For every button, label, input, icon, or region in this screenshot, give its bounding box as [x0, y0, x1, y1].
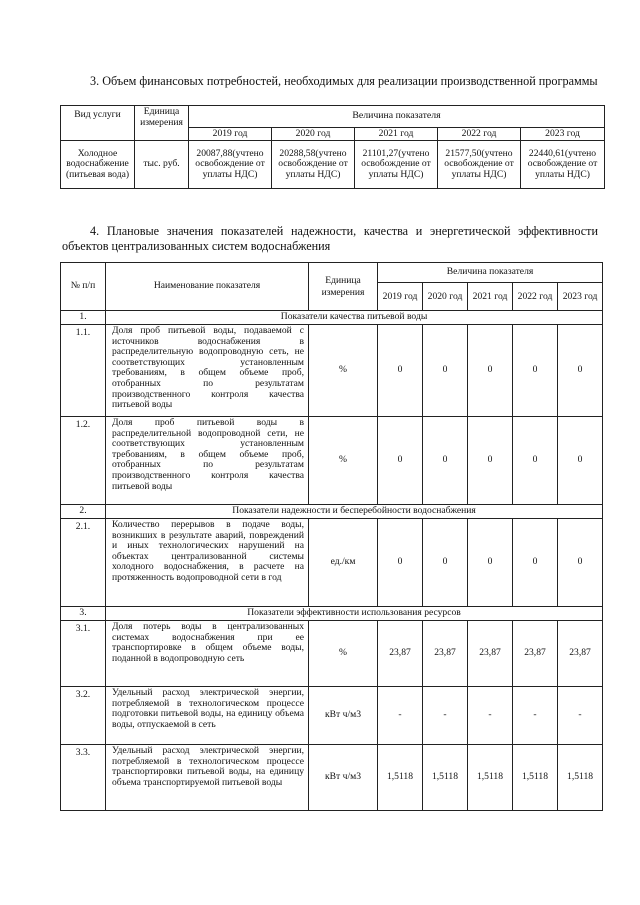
group-num: 3.	[61, 607, 106, 621]
table-row	[61, 745, 603, 811]
value-cell: 23,87	[558, 621, 603, 687]
value-cell: 23,87	[468, 621, 513, 687]
value-cell: 20087,88(учтено освобождение от уплаты НДС)	[189, 141, 272, 189]
table-row	[61, 687, 603, 745]
row-num: 3.3.	[61, 745, 106, 811]
row-num: 1.1.	[61, 325, 106, 417]
value-cell: 0	[468, 519, 513, 607]
table-row	[61, 519, 603, 607]
indicator-name: Доля потерь воды в централизованных системах водоснабжения при ее транспортировке в общем объеме воды, поданной в водопроводную сеть	[106, 621, 309, 687]
value-cell: 1,5118	[558, 745, 603, 811]
unit-cell: кВт ч/м3	[309, 745, 378, 811]
row-num: 3.2.	[61, 687, 106, 745]
table-row	[61, 417, 603, 505]
value-cell: -	[423, 687, 468, 745]
value-cell: -	[378, 687, 423, 745]
year-header: 2020 год	[423, 283, 468, 311]
unit-cell: %	[309, 621, 378, 687]
year-header: 2023 год	[558, 283, 603, 311]
value-cell: 23,87	[423, 621, 468, 687]
unit-cell: %	[309, 417, 378, 505]
value-cell: 1,5118	[423, 745, 468, 811]
row-num: 3.1.	[61, 621, 106, 687]
year-header: 2021 год	[355, 128, 438, 141]
value-cell: 0	[558, 417, 603, 505]
value-cell: 1,5118	[468, 745, 513, 811]
header-unit: Единица измерения	[309, 263, 378, 311]
year-header: 2019 год	[189, 128, 272, 141]
value-cell: 1,5118	[513, 745, 558, 811]
header-name: Наименование показателя	[106, 263, 309, 311]
indicator-name: Доля проб питьевой воды в распределительной водопроводной сети, не соответствующих установленным требованиям, в общем объеме проб, отобранных по результатам производственного контроля качества питьевой воды	[106, 417, 309, 505]
value-cell: 0	[423, 417, 468, 505]
value-cell: -	[513, 687, 558, 745]
header-value: Величина показателя	[189, 106, 605, 128]
value-cell: 0	[423, 325, 468, 417]
year-header: 2020 год	[272, 128, 355, 141]
section4-heading: 4. Плановые значения показателей надежности, качества и энергетической эффективности объектов централизованных систем водоснабжения	[62, 224, 598, 253]
value-cell: 21101,27(учтено освобождение от уплаты НДС)	[355, 141, 438, 189]
unit-cell: кВт ч/м3	[309, 687, 378, 745]
header-unit: Единица измерения	[135, 106, 189, 141]
header-num: № п/п	[61, 263, 106, 311]
unit-cell: %	[309, 325, 378, 417]
value-cell: 20288,58(учтено освобождение от уплаты НДС)	[272, 141, 355, 189]
unit-cell: тыс. руб.	[135, 141, 189, 189]
header-service: Вид услуги	[61, 106, 135, 141]
value-cell: 0	[558, 519, 603, 607]
value-cell: 0	[513, 417, 558, 505]
value-cell: 0	[513, 519, 558, 607]
value-cell: 23,87	[513, 621, 558, 687]
group-num: 2.	[61, 505, 106, 519]
value-cell: 0	[513, 325, 558, 417]
value-cell: 0	[468, 325, 513, 417]
value-cell: 1,5118	[378, 745, 423, 811]
indicator-name: Доля проб питьевой воды, подаваемой с источников водоснабжения в распределительную водопроводную сеть, не соответствующих установленным требованиям, в общем объеме проб, отобранных по результатам производственного контроля качества питьевой воды	[106, 325, 309, 417]
table-row	[61, 325, 603, 417]
value-cell: 0	[378, 519, 423, 607]
value-cell: 0	[558, 325, 603, 417]
indicator-name: Удельный расход электрической энергии, потребляемой в технологическом процессе подготовки питьевой воды, на единицу объема воды, отпускаемой в сеть	[106, 687, 309, 745]
year-header: 2023 год	[521, 128, 605, 141]
group-title: Показатели надежности и бесперебойности водоснабжения	[106, 505, 603, 519]
row-num: 1.2.	[61, 417, 106, 505]
year-header: 2019 год	[378, 283, 423, 311]
section3-heading: 3. Объем финансовых потребностей, необходимых для реализации производственной программы	[90, 74, 598, 88]
year-header: 2022 год	[513, 283, 558, 311]
unit-cell: ед./км	[309, 519, 378, 607]
group-row	[61, 607, 603, 621]
indicator-name: Количество перерывов в подаче воды, возникших в результате аварий, повреждений и иных технологических нарушений на объектах централизованной системы холодного водоснабжения, в расчете на протяженность водопроводной сети в год	[106, 519, 309, 607]
value-cell: -	[558, 687, 603, 745]
value-cell: 0	[378, 417, 423, 505]
year-header: 2021 год	[468, 283, 513, 311]
value-cell: 22440,61(учтено освобождение от уплаты НДС)	[521, 141, 605, 189]
value-cell: 0	[378, 325, 423, 417]
value-cell: 0	[423, 519, 468, 607]
group-num: 1.	[61, 311, 106, 325]
financial-needs-table	[60, 105, 605, 189]
service-cell: Холодное водоснабжение (питьевая вода)	[61, 141, 135, 189]
year-header: 2022 год	[438, 128, 521, 141]
indicators-table	[60, 262, 603, 811]
group-row	[61, 505, 603, 519]
indicator-name: Удельный расход электрической энергии, потребляемой в технологическом процессе транспортировки питьевой воды, на единицу объема транспортируемой питьевой воды	[106, 745, 309, 811]
value-cell: -	[468, 687, 513, 745]
value-cell: 21577,50(учтено освобождение от уплаты НДС)	[438, 141, 521, 189]
group-title: Показатели эффективности использования ресурсов	[106, 607, 603, 621]
value-cell: 0	[468, 417, 513, 505]
value-cell: 23,87	[378, 621, 423, 687]
group-row	[61, 311, 603, 325]
header-value: Величина показателя	[378, 263, 603, 283]
group-title: Показатели качества питьевой воды	[106, 311, 603, 325]
row-num: 2.1.	[61, 519, 106, 607]
table-row	[61, 621, 603, 687]
